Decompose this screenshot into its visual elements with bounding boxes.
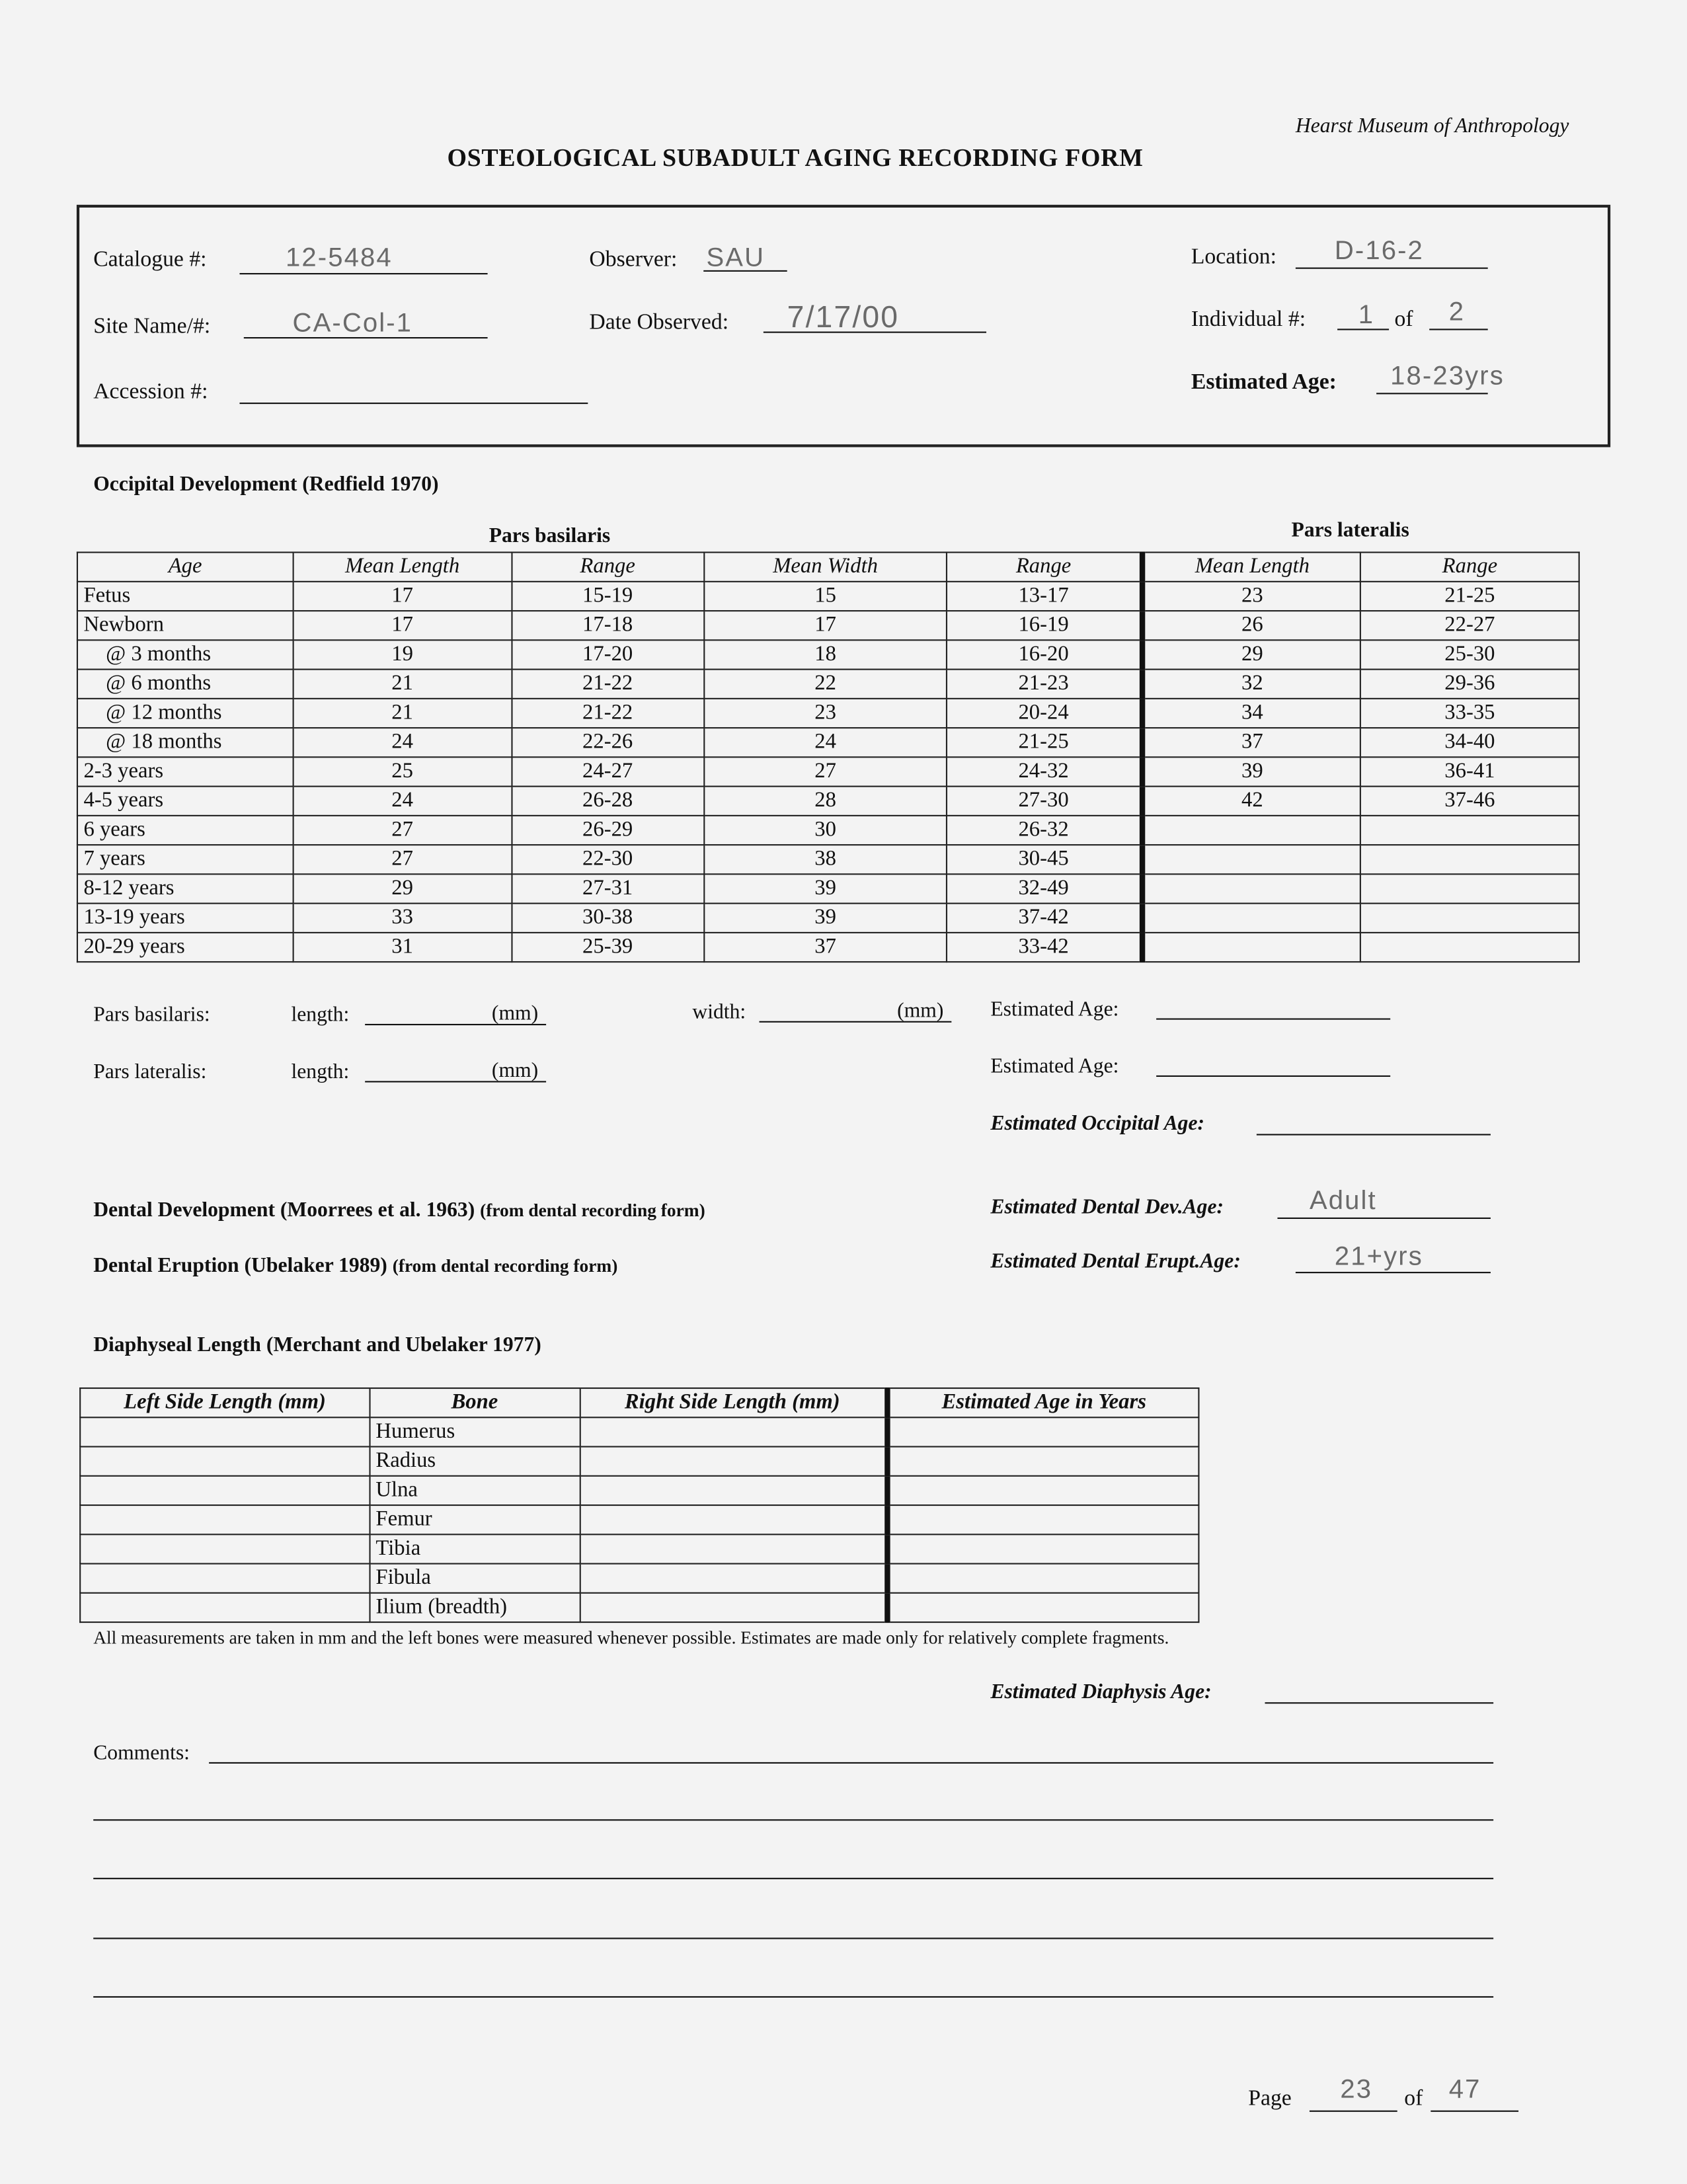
value-cell: 24	[293, 787, 512, 816]
diaphyseal-table	[79, 1387, 1199, 1623]
individual-of: of	[1394, 307, 1413, 332]
value-cell	[1360, 816, 1579, 845]
age-cell: @ 12 months	[77, 699, 293, 728]
age-cell: 2-3 years	[77, 757, 293, 786]
pars-basilaris-label: Pars basilaris:	[93, 1004, 210, 1027]
value-cell: 33	[293, 904, 512, 933]
column-header: Mean Length	[1142, 553, 1361, 582]
value-cell: 30-38	[512, 904, 704, 933]
mm-unit: (mm)	[491, 1060, 539, 1083]
bone-name-cell: Radius	[370, 1447, 580, 1476]
value-cell: 20-24	[947, 699, 1142, 728]
location-field[interactable]	[1296, 268, 1488, 269]
pars-lateralis-group: Pars lateralis	[1291, 520, 1409, 542]
age-cell: 20-29 years	[77, 933, 293, 962]
column-header: Age	[77, 553, 293, 582]
bone-name-cell: Ilium (breadth)	[370, 1593, 580, 1622]
table-row	[80, 1476, 1198, 1505]
value-cell: 37	[1142, 728, 1361, 757]
value-cell	[1142, 816, 1361, 845]
estimated-age-cell[interactable]	[887, 1447, 1199, 1476]
value-cell: 17	[293, 582, 512, 611]
estimated-age-cell[interactable]	[887, 1593, 1199, 1622]
dental-dev-age-label: Estimated Dental Dev.Age:	[990, 1196, 1224, 1219]
value-cell: 31	[293, 933, 512, 962]
page-total: 47	[1448, 2076, 1481, 2105]
value-cell: 15-19	[512, 582, 704, 611]
table-row	[77, 904, 1579, 933]
est-diaphysis-age-field[interactable]	[1265, 1702, 1494, 1703]
left-length-cell[interactable]	[80, 1476, 370, 1505]
value-cell: 29	[1142, 640, 1361, 669]
value-cell: 33-35	[1360, 699, 1579, 728]
value-cell: 37-42	[947, 904, 1142, 933]
value-cell: 17-20	[512, 640, 704, 669]
page-of-label: of	[1404, 2086, 1423, 2111]
estimated-age-field[interactable]	[1376, 393, 1488, 394]
value-cell: 22	[703, 670, 947, 699]
value-cell: 24-27	[512, 757, 704, 786]
pars-basilaris-group: Pars basilaris	[489, 525, 611, 548]
column-header: Mean Width	[703, 553, 947, 582]
table-row	[77, 611, 1579, 640]
value-cell	[1360, 933, 1579, 962]
value-cell: 23	[1142, 582, 1361, 611]
value-cell: 22-27	[1360, 611, 1579, 640]
mm-unit: (mm)	[491, 1003, 539, 1026]
estimated-age-cell[interactable]	[887, 1476, 1199, 1505]
dental-erupt-age-label: Estimated Dental Erupt.Age:	[990, 1251, 1241, 1274]
comments-label: Comments:	[93, 1742, 190, 1766]
value-cell: 34-40	[1360, 728, 1579, 757]
value-cell: 27	[703, 757, 947, 786]
age-cell: @ 18 months	[77, 728, 293, 757]
value-cell: 29-36	[1360, 670, 1579, 699]
column-header: Mean Length	[293, 553, 512, 582]
column-header: Left Side Length (mm)	[80, 1388, 370, 1417]
mm-unit: (mm)	[897, 1000, 944, 1023]
estimated-age-cell[interactable]	[887, 1534, 1199, 1563]
table-row	[77, 640, 1579, 669]
estimated-age-cell[interactable]	[887, 1417, 1199, 1446]
value-cell: 37-46	[1360, 787, 1579, 816]
value-cell	[1142, 933, 1361, 962]
lateralis-est-age-label: Estimated Age:	[990, 1056, 1119, 1079]
value-cell: 21	[293, 670, 512, 699]
page-label: Page	[1248, 2086, 1292, 2111]
catalogue-value: 12-5484	[286, 243, 393, 274]
value-cell: 32	[1142, 670, 1361, 699]
value-cell: 21-23	[947, 670, 1142, 699]
table-row	[77, 816, 1579, 845]
value-cell: 25-39	[512, 933, 704, 962]
value-cell: 27-31	[512, 874, 704, 903]
value-cell	[1360, 845, 1579, 874]
value-cell: 22-26	[512, 728, 704, 757]
age-cell: Fetus	[77, 582, 293, 611]
age-cell: 6 years	[77, 816, 293, 845]
value-cell: 34	[1142, 699, 1361, 728]
date-label: Date Observed:	[589, 310, 729, 334]
value-cell: 36-41	[1360, 757, 1579, 786]
value-cell: 22-30	[512, 845, 704, 874]
comments-line[interactable]	[93, 1996, 1493, 1998]
age-cell: Newborn	[77, 611, 293, 640]
basilaris-length-label: length:	[291, 1004, 350, 1027]
basilaris-est-age-field[interactable]	[1156, 1019, 1390, 1020]
right-length-cell[interactable]	[580, 1505, 887, 1534]
value-cell: 21-22	[512, 699, 704, 728]
diaphyseal-heading: Diaphyseal Length (Merchant and Ubelaker 1977)	[93, 1334, 541, 1357]
table-row	[77, 728, 1579, 757]
value-cell: 30-45	[947, 845, 1142, 874]
left-length-cell[interactable]	[80, 1534, 370, 1563]
value-cell: 18	[703, 640, 947, 669]
value-cell: 13-17	[947, 582, 1142, 611]
value-cell: 16-19	[947, 611, 1142, 640]
value-cell: 39	[1142, 757, 1361, 786]
accession-label: Accession #:	[93, 380, 208, 405]
value-cell	[1360, 904, 1579, 933]
comments-line[interactable]	[93, 1878, 1493, 1879]
column-header: Bone	[370, 1388, 580, 1417]
site-value: CA-Col-1	[292, 309, 413, 339]
value-cell: 21	[293, 699, 512, 728]
column-header: Range	[512, 553, 704, 582]
value-cell	[1142, 874, 1361, 903]
estimated-age-label: Estimated Age:	[1191, 370, 1337, 395]
table-row	[80, 1593, 1198, 1622]
dental-dev-age-value: Adult	[1309, 1187, 1377, 1216]
value-cell: 42	[1142, 787, 1361, 816]
observer-label: Observer:	[589, 248, 678, 272]
estimated-age-cell[interactable]	[887, 1505, 1199, 1534]
table-row	[77, 787, 1579, 816]
occipital-table	[77, 552, 1580, 963]
table-row	[80, 1564, 1198, 1593]
right-length-cell[interactable]	[580, 1593, 887, 1622]
age-cell: @ 3 months	[77, 640, 293, 669]
table-row	[77, 845, 1579, 874]
right-length-cell[interactable]	[580, 1417, 887, 1446]
value-cell: 33-42	[947, 933, 1142, 962]
dental-dev-heading: Dental Development (Moorrees et al. 1963) (from dental recording form)	[93, 1199, 705, 1222]
comments-line[interactable]	[209, 1762, 1493, 1764]
comments-line[interactable]	[93, 1819, 1493, 1820]
value-cell: 24-32	[947, 757, 1142, 786]
occipital-heading: Occipital Development (Redfield 1970)	[93, 473, 439, 496]
left-length-cell[interactable]	[80, 1447, 370, 1476]
dental-erupt-heading: Dental Eruption (Ubelaker 1989) (from dental recording form)	[93, 1255, 618, 1278]
bone-name-cell: Femur	[370, 1505, 580, 1534]
estimated-age-value: 18-23yrs	[1390, 362, 1505, 392]
table-row	[77, 933, 1579, 962]
page-number-field[interactable]	[1310, 2111, 1397, 2112]
left-length-cell[interactable]	[80, 1417, 370, 1446]
bone-name-cell: Humerus	[370, 1417, 580, 1446]
value-cell: 16-20	[947, 640, 1142, 669]
value-cell	[1142, 904, 1361, 933]
value-cell	[1360, 874, 1579, 903]
left-length-cell[interactable]	[80, 1505, 370, 1534]
value-cell: 21-22	[512, 670, 704, 699]
table-row	[80, 1534, 1198, 1563]
value-cell: 27-30	[947, 787, 1142, 816]
column-header: Estimated Age in Years	[887, 1388, 1199, 1417]
value-cell: 27	[293, 845, 512, 874]
individual-value: 1	[1358, 301, 1375, 331]
bone-name-cell: Fibula	[370, 1564, 580, 1593]
value-cell: 29	[293, 874, 512, 903]
page-total-field[interactable]	[1431, 2111, 1518, 2112]
value-cell: 39	[703, 904, 947, 933]
pars-lateralis-label: Pars lateralis:	[93, 1061, 207, 1084]
right-length-cell[interactable]	[580, 1534, 887, 1563]
right-length-cell[interactable]	[580, 1564, 887, 1593]
est-occipital-age-field[interactable]	[1257, 1134, 1491, 1135]
left-length-cell[interactable]	[80, 1593, 370, 1622]
value-cell: 26-28	[512, 787, 704, 816]
value-cell: 39	[703, 874, 947, 903]
table-row	[77, 874, 1579, 903]
value-cell: 19	[293, 640, 512, 669]
right-length-cell[interactable]	[580, 1476, 887, 1505]
observer-value: SAU	[706, 243, 765, 274]
value-cell: 17	[703, 611, 947, 640]
est-diaphysis-age-label: Estimated Diaphysis Age:	[990, 1681, 1212, 1704]
individual-label: Individual #:	[1191, 307, 1306, 332]
dental-dev-age-field[interactable]	[1277, 1218, 1490, 1219]
estimated-age-cell[interactable]	[887, 1564, 1199, 1593]
table-row	[80, 1447, 1198, 1476]
value-cell: 37	[703, 933, 947, 962]
value-cell: 21-25	[1360, 582, 1579, 611]
table-row	[77, 757, 1579, 786]
age-cell: 7 years	[77, 845, 293, 874]
bone-name-cell: Ulna	[370, 1476, 580, 1505]
table-row	[80, 1417, 1198, 1446]
value-cell: 21-25	[947, 728, 1142, 757]
location-label: Location:	[1191, 245, 1277, 269]
value-cell: 17	[293, 611, 512, 640]
column-header: Range	[1360, 553, 1579, 582]
column-header: Range	[947, 553, 1142, 582]
basilaris-width-label: width:	[692, 1001, 746, 1024]
value-cell: 26	[1142, 611, 1361, 640]
form-title: OSTEOLOGICAL SUBADULT AGING RECORDING FORM	[447, 143, 1144, 172]
left-length-cell[interactable]	[80, 1564, 370, 1593]
value-cell: 26-29	[512, 816, 704, 845]
value-cell: 24	[293, 728, 512, 757]
est-occipital-age-label: Estimated Occipital Age:	[990, 1112, 1205, 1136]
value-cell: 30	[703, 816, 947, 845]
page-number: 23	[1340, 2076, 1373, 2105]
value-cell: 28	[703, 787, 947, 816]
value-cell: 38	[703, 845, 947, 874]
table-row	[80, 1505, 1198, 1534]
value-cell: 25	[293, 757, 512, 786]
lateralis-est-age-field[interactable]	[1156, 1075, 1390, 1077]
value-cell: 32-49	[947, 874, 1142, 903]
table-row	[77, 670, 1579, 699]
accession-field[interactable]	[239, 403, 588, 404]
value-cell: 25-30	[1360, 640, 1579, 669]
institution-name: Hearst Museum of Anthropology	[1295, 115, 1569, 138]
value-cell	[1142, 845, 1361, 874]
bone-name-cell: Tibia	[370, 1534, 580, 1563]
basilaris-est-age-label: Estimated Age:	[990, 999, 1119, 1021]
value-cell: 24	[703, 728, 947, 757]
table-row	[77, 582, 1579, 611]
value-cell: 15	[703, 582, 947, 611]
measurement-note: All measurements are taken in mm and the left bones were measured whenever possible. Estimates are made only for relatively complete fragments.	[93, 1627, 1169, 1649]
catalogue-label: Catalogue #:	[93, 248, 207, 272]
age-cell: 13-19 years	[77, 904, 293, 933]
comments-line[interactable]	[93, 1937, 1493, 1939]
date-value: 7/17/00	[787, 299, 900, 334]
age-cell: 8-12 years	[77, 874, 293, 903]
location-value: D-16-2	[1334, 237, 1424, 266]
individual-total-field[interactable]	[1429, 329, 1488, 330]
age-cell: @ 6 months	[77, 670, 293, 699]
individual-total: 2	[1448, 297, 1466, 328]
dental-erupt-age-value: 21+yrs	[1334, 1242, 1423, 1272]
value-cell: 26-32	[947, 816, 1142, 845]
right-length-cell[interactable]	[580, 1447, 887, 1476]
column-header: Right Side Length (mm)	[580, 1388, 887, 1417]
table-row	[77, 699, 1579, 728]
value-cell: 23	[703, 699, 947, 728]
site-label: Site Name/#:	[93, 315, 211, 339]
age-cell: 4-5 years	[77, 787, 293, 816]
value-cell: 27	[293, 816, 512, 845]
value-cell: 17-18	[512, 611, 704, 640]
lateralis-length-label: length:	[291, 1061, 350, 1084]
